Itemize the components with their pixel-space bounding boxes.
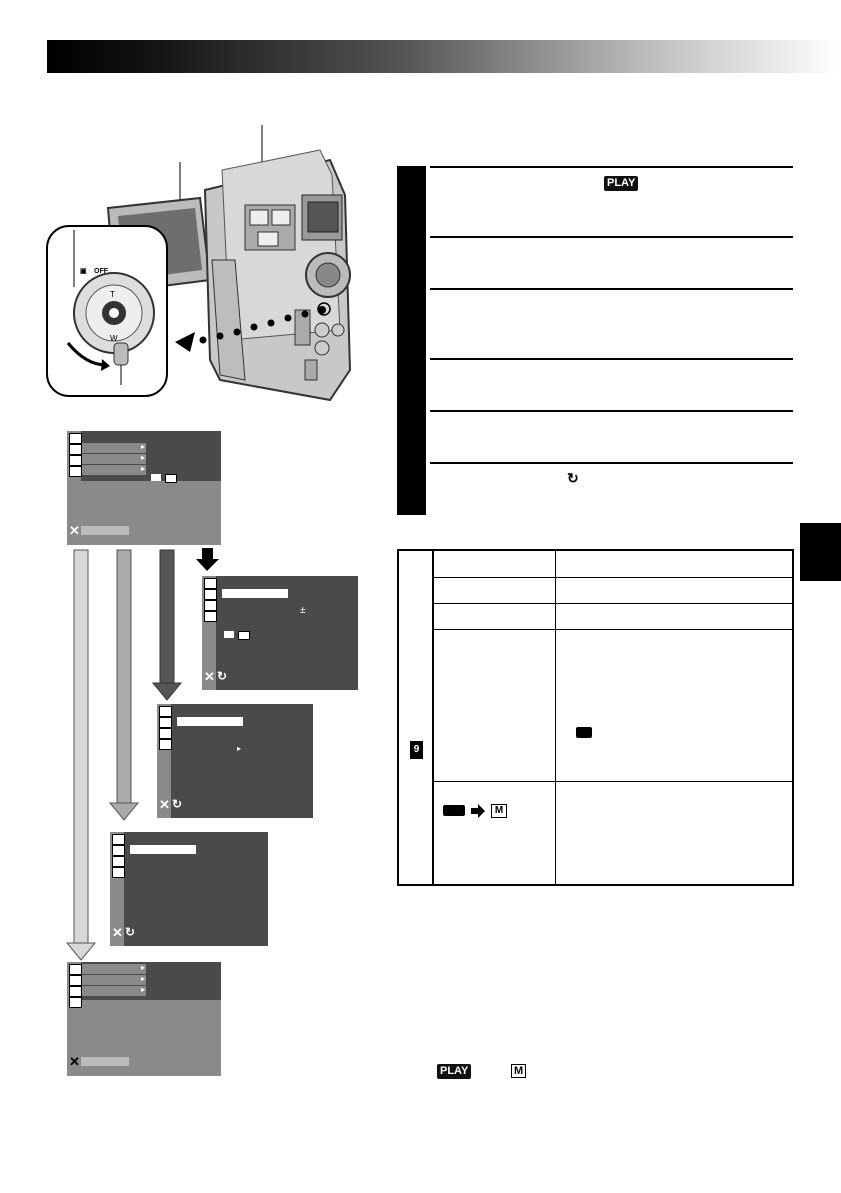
camera-icon: [112, 845, 125, 856]
close-icon: ✕: [159, 797, 170, 812]
menu-selection-bar: [177, 717, 243, 726]
video-icon: [69, 964, 82, 975]
close-icon: ✕: [204, 669, 215, 684]
step-rule-2: [430, 236, 793, 238]
svg-text:W: W: [110, 334, 118, 343]
clock-icon: [112, 856, 125, 867]
memory-icon: [69, 466, 82, 477]
camera-icon: [69, 444, 82, 455]
clock-icon: [69, 455, 82, 466]
svg-text:T: T: [110, 290, 115, 299]
menu-selection-bar: [222, 589, 288, 598]
camera-icon: [69, 975, 82, 986]
return-icon: ↻: [172, 797, 183, 811]
return-icon: ↻: [217, 669, 228, 683]
memory-icon: [69, 997, 82, 1008]
clock-icon: [69, 986, 82, 997]
video-icon: [576, 727, 592, 738]
power-dial-closeup: [46, 225, 168, 397]
step-rule-3: [430, 288, 793, 290]
video-icon: [204, 578, 217, 589]
settings-category-icon: 9: [410, 741, 423, 759]
arrow-right-icon: [471, 804, 485, 818]
memory-icon: M: [491, 804, 507, 818]
settings-table: [397, 549, 794, 886]
dial-play-mark: ▣: [80, 268, 87, 275]
menu-screen-main: ▸ ▸ ▸ ✕: [67, 431, 221, 545]
footer-m-badge: M: [511, 1061, 526, 1079]
video-icon: [443, 805, 465, 816]
menu-selection-bar: [130, 845, 196, 854]
step-rule-1: [430, 166, 793, 168]
menu-screen-camera: ▸ ✕ ↻: [157, 704, 313, 818]
close-icon: ✕: [112, 925, 123, 940]
clock-icon: [159, 728, 172, 739]
video-icon: [112, 834, 125, 845]
return-icon: ↻: [125, 925, 136, 939]
camera-icon: [204, 589, 217, 600]
step-rule-4: [430, 358, 793, 360]
step-rule-6: [430, 462, 793, 464]
section-header-bar: [47, 40, 840, 73]
dial-off-label: OFF: [94, 268, 108, 275]
memory-icon: [112, 867, 125, 878]
menu-screen-clock: [110, 832, 268, 946]
clock-icon: [204, 600, 217, 611]
video-icon: [159, 706, 172, 717]
page-side-tab: [800, 523, 841, 581]
close-icon: ✕: [69, 1054, 80, 1069]
step-rule-5: [430, 410, 793, 412]
memory-icon: [159, 739, 172, 750]
menu-screen-memory: ▸ ▸ ▸ ✕: [67, 962, 221, 1076]
camera-icon: [159, 717, 172, 728]
menu-screen-video: ± ✕ ↻: [202, 576, 358, 690]
step-1-play-badge: PLAY: [604, 174, 638, 191]
return-icon: ↻: [567, 470, 579, 486]
steps-side-bar: [397, 166, 426, 515]
close-icon: ✕: [69, 523, 80, 538]
video-icon: [69, 433, 82, 444]
footer-play-badge: PLAY: [437, 1061, 471, 1079]
memory-icon: [204, 611, 217, 622]
